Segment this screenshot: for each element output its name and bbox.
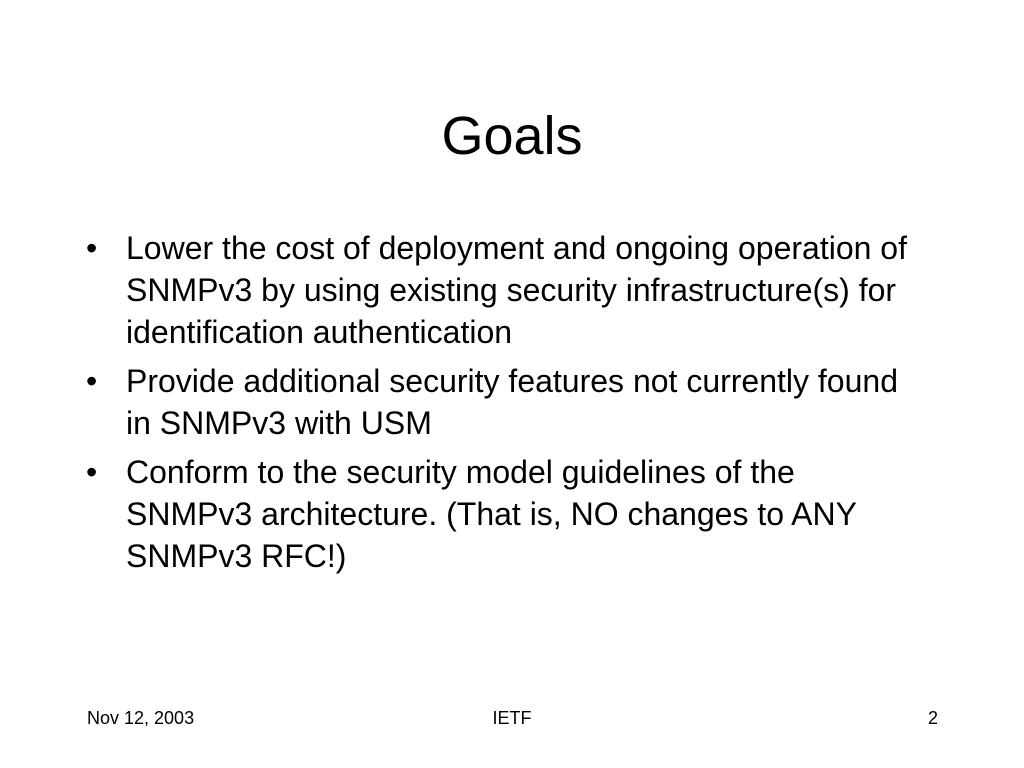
slide-title: Goals <box>441 106 583 166</box>
list-item <box>86 227 916 353</box>
footer-date: Nov 12, 2003 <box>87 708 195 728</box>
bullet-icon: • <box>86 454 98 490</box>
bullet-list <box>86 227 916 584</box>
bullet-icon: • <box>86 230 98 266</box>
page-number: 2 <box>927 708 938 728</box>
list-item <box>86 360 916 444</box>
footer-label: IETF <box>492 708 532 728</box>
bullet-text: Conform to the security model guidelines of the SNMPv3 architecture. (That is, NO changes to ANY SNMPv3 RFC!) <box>126 454 857 574</box>
list-item <box>86 451 916 577</box>
bullet-text: Lower the cost of deployment and ongoing operation of SNMPv3 by using existing security infrastructure(s) for identification authentication <box>126 230 907 350</box>
bullet-text: Provide additional security features not currently found in SNMPv3 with USM <box>126 363 898 441</box>
bullet-icon: • <box>86 363 98 399</box>
